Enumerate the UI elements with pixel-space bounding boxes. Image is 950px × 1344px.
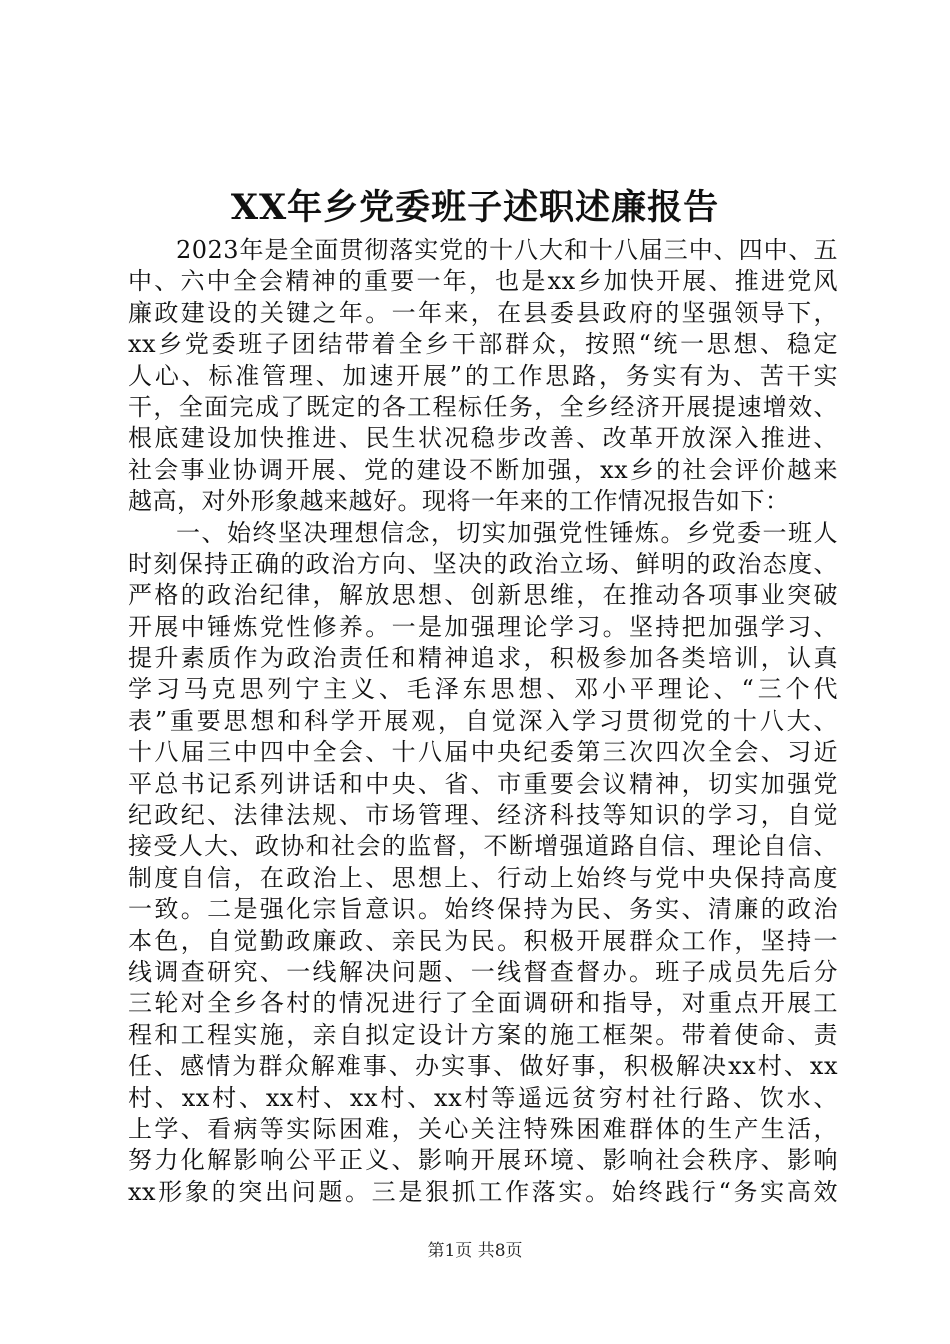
text-line: 根底建设加快推进、民生状况稳步改善、改革开放深入推进、 <box>128 424 838 453</box>
text-line: 越高，对外形象越来越好。现将一年来的工作情况报告如下： <box>128 487 790 516</box>
document-body <box>128 235 838 1208</box>
text-line: 平总书记系列讲话和中央、省、市重要会议精神，切实加强党 <box>128 769 838 798</box>
text-line: 上学、看病等实际困难，关心关注特殊困难群体的生产生活， <box>128 1114 838 1143</box>
text-line: 纪政纪、法律法规、市场管理、经济科技等知识的学习，自觉 <box>128 801 838 830</box>
text-line: 2023年是全面贯彻落实党的十八大和十八届三中、四中、五 <box>176 236 838 264</box>
text-line: 干，全面完成了既定的各工程标任务，全乡经济开展提速增效、 <box>128 392 838 421</box>
text-line: 任、感情为群众解难事、办实事、做好事，积极解决xx村、xx <box>128 1052 838 1081</box>
text-line: 程和工程实施，亲自拟定设计方案的施工框架。带着使命、责 <box>128 1020 838 1049</box>
text-line: 三轮对全乡各村的情况进行了全面调研和指导，对重点开展工 <box>128 989 838 1018</box>
text-line: 开展中锤炼党性修养。一是加强理论学习。坚持把加强学习、 <box>128 612 838 641</box>
text-line: 中、六中全会精神的重要一年，也是xx乡加快开展、推进党风 <box>128 267 838 296</box>
text-line: 时刻保持正确的政治方向、坚决的政治立场、鲜明的政治态度、 <box>128 549 838 578</box>
text-line: 制度自信，在政治上、思想上、行动上始终与党中央保持高度 <box>128 863 838 892</box>
text-line: 接受人大、政协和社会的监督，不断增强道路自信、理论自信、 <box>128 832 838 861</box>
text-line: 努力化解影响公平正义、影响开展环境、影响社会秩序、影响 <box>128 1146 838 1175</box>
text-line: 提升素质作为政治责任和精神追求，积极参加各类培训，认真 <box>128 644 838 673</box>
text-line: 一致。二是强化宗旨意识。始终保持为民、务实、清廉的政治 <box>128 895 838 924</box>
text-line: 十八届三中四中全会、十八届中央纪委第三次四次全会、习近 <box>128 738 838 767</box>
text-line: 本色，自觉勤政廉政、亲民为民。积极开展群众工作，坚持一 <box>128 926 838 955</box>
text-line: 人心、标准管理、加速开展”的工作思路，务实有为、苦干实 <box>128 361 838 390</box>
text-line: xx形象的突出问题。三是狠抓工作落实。始终践行“务实高效 <box>128 1177 838 1206</box>
document-title: XX年乡党委班子述职述廉报告 <box>230 187 720 228</box>
text-line: 学习马克思列宁主义、毛泽东思想、邓小平理论、“三个代 <box>128 675 838 704</box>
text-line: 严格的政治纪律，解放思想、创新思维，在推动各项事业突破 <box>128 581 838 610</box>
text-line: xx乡党委班子团结带着全乡干部群众，按照“统一思想、稳定 <box>128 330 838 359</box>
page-footer: 第1页 共8页 <box>427 1241 523 1261</box>
text-line: 表”重要思想和科学开展观，自觉深入学习贯彻党的十八大、 <box>128 706 838 735</box>
text-line: 村、xx村、xx村、xx村、xx村等遥远贫穷村社行路、饮水、 <box>128 1083 838 1112</box>
text-line: 一、始终坚决理想信念，切实加强党性锤炼。乡党委一班人 <box>176 518 838 547</box>
text-line: 社会事业协调开展、党的建设不断加强，xx乡的社会评价越来 <box>128 455 838 484</box>
text-line: 廉政建设的关键之年。一年来，在县委县政府的坚强领导下， <box>128 298 838 327</box>
text-line: 线调查研究、一线解决问题、一线督查督办。班子成员先后分 <box>128 957 838 986</box>
